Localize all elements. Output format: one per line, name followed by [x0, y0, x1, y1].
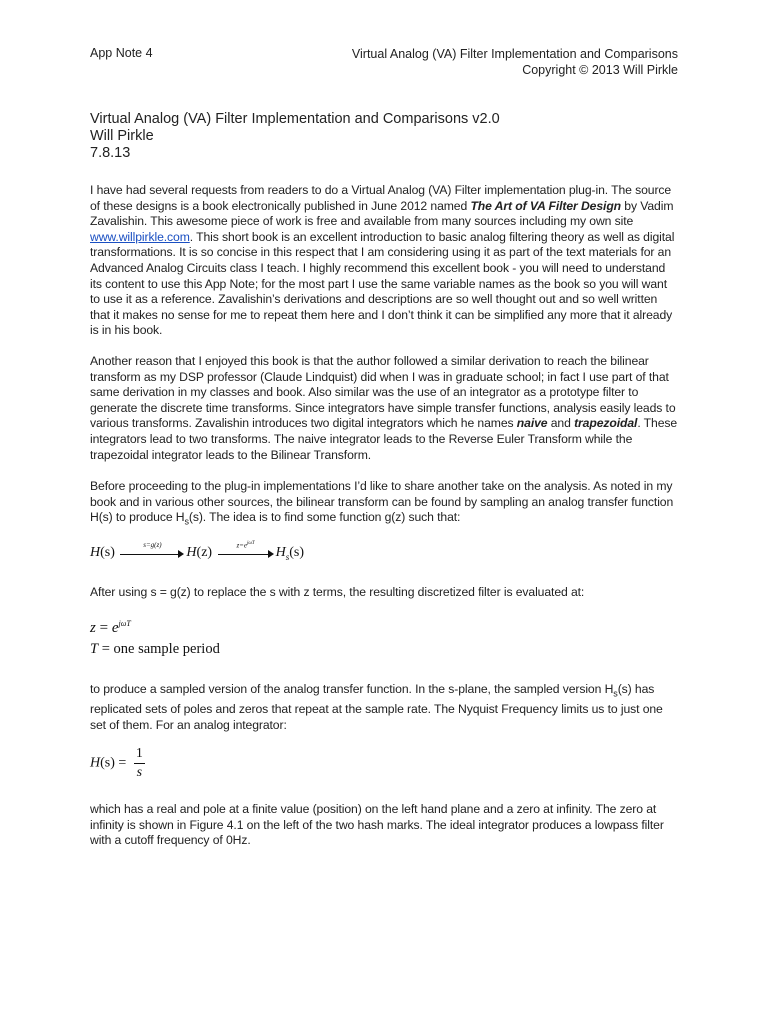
paragraph-evaluate: After using s = g(z) to replace the s with z terms, the resulting discretized filter is evaluated at:: [90, 585, 585, 599]
math-symbol: z: [90, 620, 96, 636]
fraction-denominator: s: [136, 765, 143, 780]
term-trapezoidal: trapezoidal: [574, 416, 638, 431]
paragraph-text: I have had several requests from readers to do a Virtual Analog (VA) Filter implementation plug-in. The source of these designs is a book electronically published in June 2012 named: [90, 183, 672, 213]
document-date: 7.8.13: [90, 145, 131, 161]
arrow-icon: [218, 540, 274, 560]
math-symbol: =: [114, 755, 130, 771]
subscript: s: [184, 516, 189, 527]
document-author: Will Pirkle: [90, 128, 154, 144]
book-title: The Art of VA Filter Design: [470, 198, 622, 213]
fraction-numerator: 1: [134, 745, 145, 764]
math-symbol: H: [275, 545, 286, 560]
math-symbol: T: [90, 641, 99, 657]
math-symbol: H: [186, 545, 197, 560]
paragraph-text: (s). The idea is to find some function g(z) such that:: [188, 510, 461, 525]
math-symbol: e: [111, 620, 119, 636]
header-copyright: Copyright © 2013 Will Pirkle: [522, 63, 678, 77]
paragraph-text: and: [547, 416, 575, 431]
arrow-icon: [120, 540, 184, 560]
math-symbol: H: [90, 545, 101, 560]
equation-mapping: [90, 540, 304, 562]
math-symbol: =: [95, 620, 112, 636]
term-naive: naive: [516, 416, 548, 431]
math-text: one sample period: [113, 641, 220, 657]
paragraph-text: by Vadim Zavalishin. This awesome piece of work is free and available from many sources including my own site: [90, 198, 674, 229]
subscript: s: [613, 688, 618, 699]
document-title: Virtual Analog (VA) Filter Implementation and Comparisons v2.0: [90, 111, 500, 127]
equation-integrator: [90, 745, 145, 782]
equation-t: [90, 641, 220, 658]
paragraph-integrators: [90, 354, 680, 463]
header-left: App Note 4: [90, 46, 153, 60]
paragraph-pole-zero: which has a real and pole at a finite value (position) on the left hand plane and a zero at infinity. The zero at infinity is shown in Figure 4.1 on the left of the two hash marks. The ideal integrator produces a lowpass filter with a cutoff frequency of 0Hz.: [90, 802, 664, 848]
paragraph-text: (s) has replicated sets of poles and zeros that repeat at the sample rate. The Nyquist Frequency limits us to just one set of them. For an analog integrator:: [90, 682, 663, 732]
math-symbol: (z): [196, 545, 213, 560]
paragraph-analysis: [90, 479, 680, 530]
arrow-label: s=g(z): [143, 540, 162, 549]
paragraph-text: to produce a sampled version of the analog transfer function. In the s-plane, the sampled version H: [90, 682, 614, 696]
math-symbol: (s): [100, 755, 115, 771]
math-symbol: H: [90, 755, 101, 771]
title-block: [90, 111, 500, 162]
arrow-label: $z=e^{j\omega T}$: [236, 540, 255, 550]
math-symbol: (s): [100, 545, 115, 560]
paragraph-sampled: [90, 682, 680, 733]
website-link[interactable]: www.willpirkle.com: [90, 229, 190, 244]
paragraph-text: . These integrators lead to two transforms. The naive integrator leads to the Reverse Euler Transform while the trapezoidal integrator leads to the Bilinear Transform.: [90, 416, 678, 462]
fraction: [134, 745, 145, 782]
paragraph-text: . This short book is an excellent introduction to basic analog filtering theory as well as digital transformations. It is so concise in this respect that I am considering using it as part of the text materials for an Advanced Analog Circuits class I teach. I highly recommend this excellent book - you will need to understand its content to use this App Note; for the most part I use the same variable names as the book so you will want to use it as a reference. Zavalishin’s derivations and descriptions are so well thought out and so well written that it makes no sense for me to repeat them here and I don’t think it can be simplified any more that it already is in his book.: [90, 229, 675, 338]
header-title: Virtual Analog (VA) Filter Implementation and Comparisons: [351, 47, 678, 61]
math-symbol: =: [98, 641, 114, 657]
math-symbol: (s): [289, 545, 304, 560]
math-superscript: jωT: [118, 619, 131, 628]
paragraph-text: Before proceeding to the plug-in implementations I’d like to share another take on the analysis. As noted in my book and in various other sources, the bilinear transform can be found by sampling an analog transfer function H(s) to produce H: [90, 479, 674, 525]
paragraph-text: Another reason that I enjoyed this book is that the author followed a similar derivation to reach the bilinear transform as my DSP professor (Claude Lindquist) did when I was in graduate school; in fact I use part of that same derivation in my classes and book. Also similar was the use of an integrator as a prototype filter to generate the discrete time transforms. Since integrators have simple transfer functions, analysis easily leads to various transforms. Zavalishin introduces two digital integrators which he names: [90, 354, 676, 431]
math-subscript: s: [285, 551, 290, 562]
header-right: [352, 46, 678, 78]
paragraph-intro: [90, 183, 680, 339]
equation-z: [90, 619, 131, 637]
